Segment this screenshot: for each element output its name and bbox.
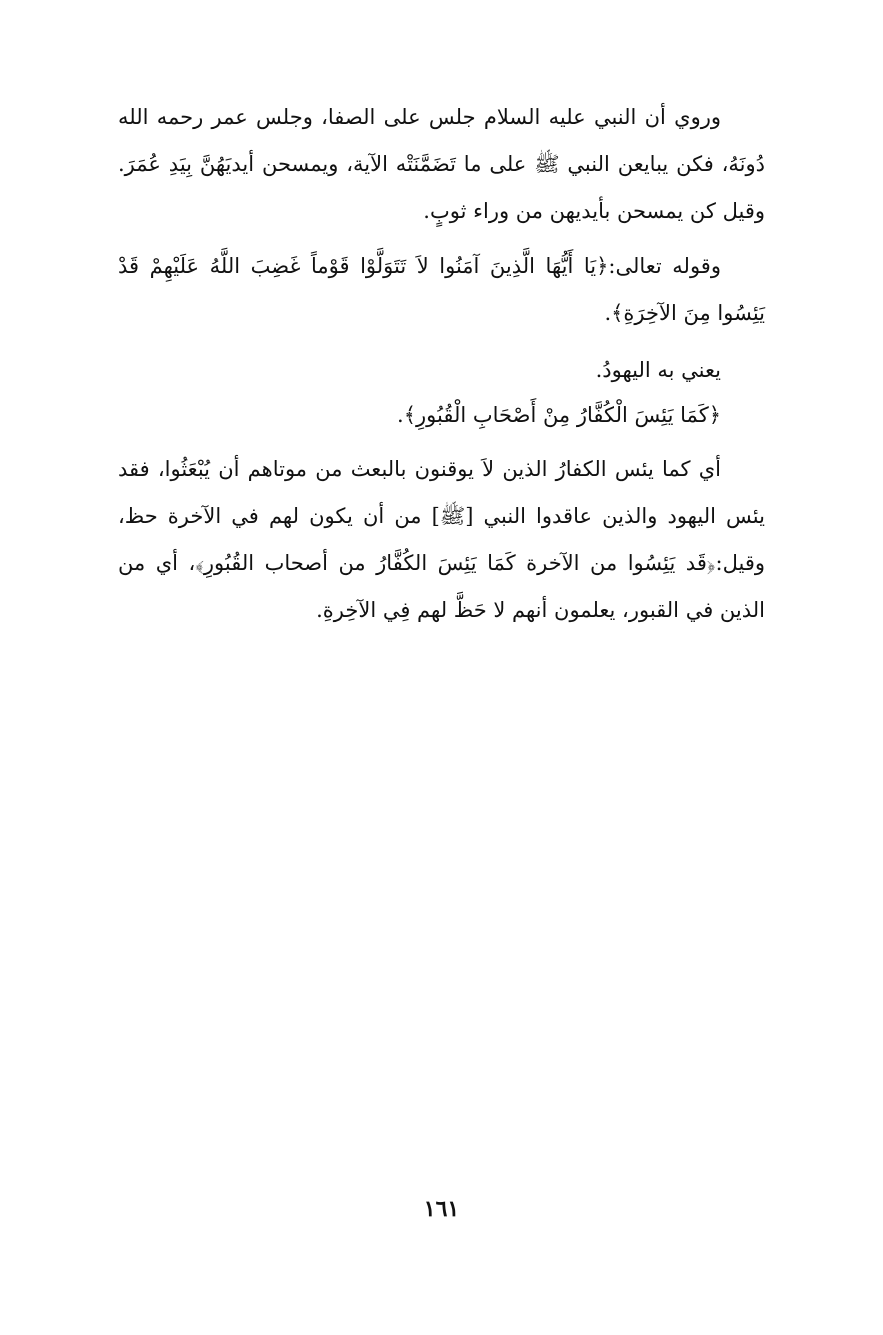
paragraph-commentary: أي كما يئس الكفارُ الذين لاَ يوقنون بالبعث من موتاهم أن يُبْعَثُوا، فقد يئس اليهود والذين عاقدوا النبي [ﷺ] من أن يكون لهم في الآخرة حظ، وقيل:﴿قَد يَئِسُوا من الآخرة كَمَا يَئِسَ الكُفَّارُ من أصحاب القُبُورِ﴾، أي من الذين في القبور، يعلمون أنهم لا حَظَّ لهم فِي الآخِرةِ. — [118, 457, 765, 622]
paragraph-hadith-narration: وروي أن النبي عليه السلام جلس على الصفا، وجلس عمر رحمه الله دُونَهُ، فكن يبايعن النبي ﷺ على ما تَضَمَّنَتْه الآية، ويمسحن أيديَهُنَّ بِيَدِ عُمَرَ. وقيل كن يمسحن بأيديهن من وراء ثوبٍ. — [118, 105, 765, 223]
paragraph-verse-quote: وقوله تعالى:﴿يَا أَيُّهَا الَّذِينَ آمَنُوا لاَ تَتَوَلَّوْا قَوْماً غَضِبَ اللَّهُ عَلَيْهِمْ قَدْ يَئِسُوا مِنَ الآخِرَةِ﴾. — [118, 254, 765, 325]
page-number: ١٦١ — [423, 1196, 460, 1222]
paragraph-verse-continuation: ﴿كَمَا يَئِسَ الْكُفَّارُ مِنْ أَصْحَابِ الْقُبُورِ﴾. — [397, 403, 721, 427]
paragraph-explanation-jews: يعني به اليهودُ. — [595, 358, 721, 382]
